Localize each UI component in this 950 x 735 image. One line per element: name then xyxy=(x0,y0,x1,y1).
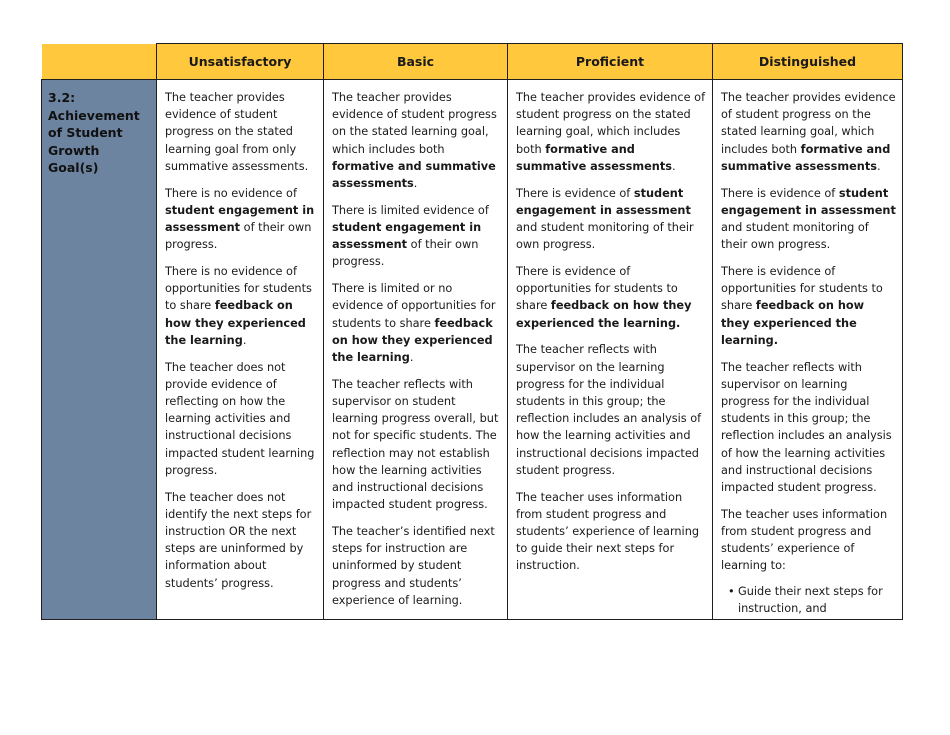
descriptor-paragraph: The teacher reflects with supervisor on student learning progress overall, but not for specific students. The reflection may not establish how the learning activities and instructional decisions impacted student progress. xyxy=(332,377,499,512)
header-row xyxy=(42,44,903,80)
cell-basic xyxy=(324,80,508,620)
descriptor-paragraph: The teacher provides evidence of student progress on the stated learning goal from only summative assessments. xyxy=(165,91,309,173)
descriptor-bullet: • Guide their next steps for instruction, and xyxy=(729,584,896,617)
header-unsatisfactory: Unsatisfactory xyxy=(157,44,324,80)
descriptor-paragraph: There is evidence of opportunities for students to share feedback on how they experienced the learning. xyxy=(721,265,883,347)
descriptor-paragraph: The teacher provides evidence of student progress on the stated learning goal, which includes both formative and summative assessments. xyxy=(516,91,706,173)
component-row xyxy=(42,80,903,620)
empty-corner-cell xyxy=(42,44,157,80)
descriptor-paragraph: The teacher provides evidence of student progress on the stated learning goal, which includes both formative and summative assessments. xyxy=(721,91,896,173)
descriptor-paragraph: There is no evidence of opportunities for students to share feedback on how they experienced the learning. xyxy=(165,265,312,347)
descriptor-paragraph: The teacher reflects with supervisor on learning progress for the individual students in this group; the reflection includes an analysis of how the learning activities and instructional decisions impacted student progress. xyxy=(721,360,892,495)
cell-unsatisfactory xyxy=(157,80,324,620)
descriptor-paragraph: The teacher provides evidence of student progress on the stated learning goal, which includes both formative and summative assessments. xyxy=(332,91,497,191)
header-basic: Basic xyxy=(324,44,508,80)
descriptor-paragraph: The teacher does not provide evidence of reflecting on how the learning activities and instructional decisions impacted student learning progress. xyxy=(165,360,315,477)
descriptor-bullet-list xyxy=(721,584,896,617)
descriptor-paragraph: The teacher’s identified next steps for instruction are uninformed by student progress and students’ experience of learning. xyxy=(332,525,495,607)
descriptor-paragraph: There is evidence of opportunities for students to share feedback on how they experienced the learning. xyxy=(516,265,692,330)
descriptor-paragraph: There is limited or no evidence of opportunities for students to share feedback on how they experienced the learning. xyxy=(332,282,496,365)
descriptor-paragraph: There is limited evidence of student engagement in assessment of their own progress. xyxy=(332,203,489,269)
descriptor-paragraph: The teacher uses information from student progress and students’ experience of learning to: xyxy=(721,507,888,573)
descriptor-paragraph: There is evidence of student engagement in assessment and student monitoring of their own progress. xyxy=(721,186,896,252)
descriptor-paragraph: The teacher does not identify the next steps for instruction OR the next steps are uninformed by information about students’ progress. xyxy=(165,490,312,590)
component-label: 3.2: Achievement of Student Growth Goal(s) xyxy=(42,80,157,620)
descriptor-paragraph: There is evidence of student engagement in assessment and student monitoring of their own progress. xyxy=(516,186,694,252)
descriptor-paragraph: The teacher reflects with supervisor on the learning progress for the individual students in this group; the reflection includes an analysis of how the learning activities and instructional decisions impacted student progress. xyxy=(516,343,702,477)
header-distinguished: Distinguished xyxy=(713,44,903,80)
cell-proficient xyxy=(508,80,713,620)
header-proficient: Proficient xyxy=(508,44,713,80)
descriptor-paragraph: There is no evidence of student engagement in assessment of their own progress. xyxy=(165,186,315,252)
cell-distinguished xyxy=(713,80,903,620)
descriptor-paragraph: The teacher uses information from student progress and students’ experience of learning to guide their next steps for instruction. xyxy=(516,490,700,573)
rubric-table xyxy=(41,43,903,620)
